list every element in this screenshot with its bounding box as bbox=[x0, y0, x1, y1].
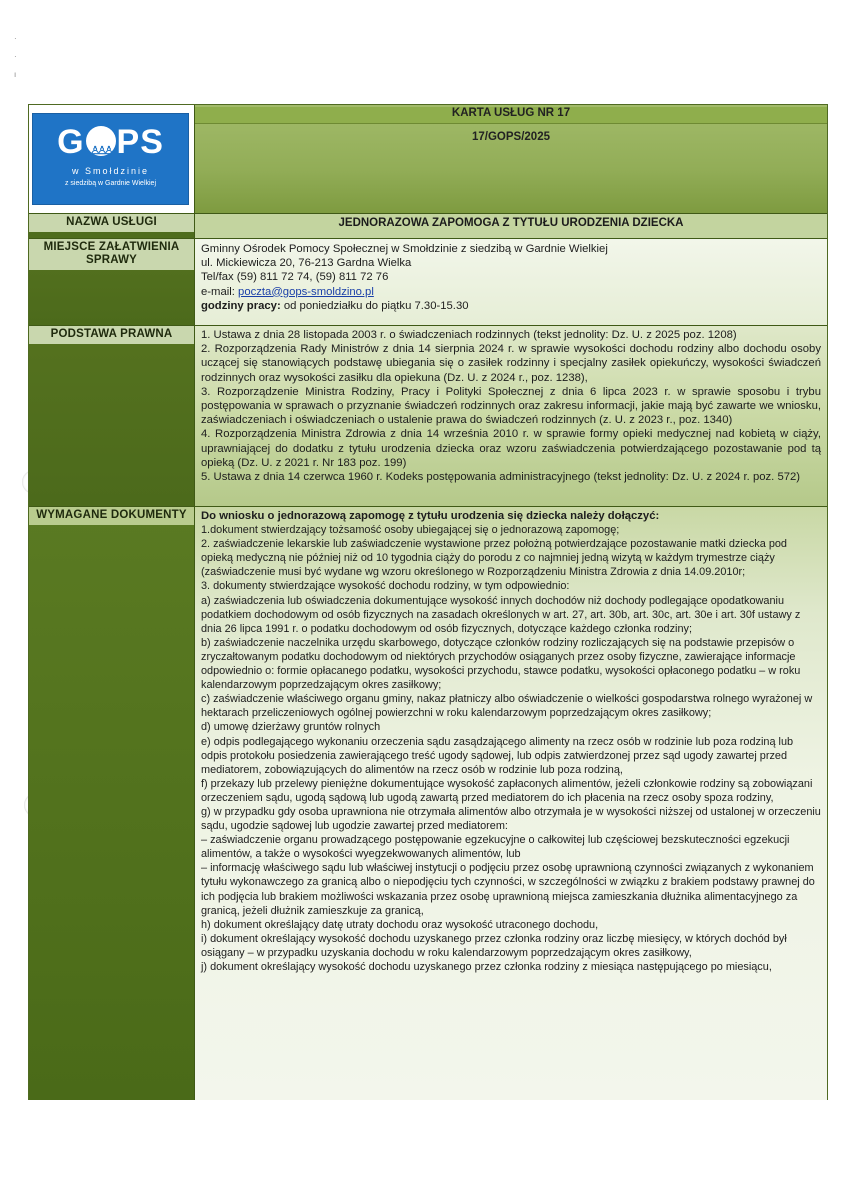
document-item: – zaświadczenie organu prowadzącego postępowanie egzekucyjne o całkowitej lub częściowej bezskuteczności egzekucji alimentów, a także o wysokości wyegzekwowanych alimentów, lub bbox=[201, 834, 790, 861]
document-item: b) zaświadczenie naczelnika urzędu skarbowego, dotyczące członków rodziny rozliczających się na podstawie przepisów o zryczałtowanym podatku dochodowym od niektórych przychodów osiąganych przez osoby fizyczne, zawierające informacje odpowiednio o: formie opłacanego podatku, wysokości przychodu, stawce podatku, wysokości opłaconego podatku – w roku kalendarzowym poprzedzającym okres zasiłkowy; bbox=[201, 636, 801, 692]
legal-basis-item: 1. Ustawa z dnia 28 listopada 2003 r. o świadczeniach rodzinnych (tekst jednolity: Dz. U. z 2025 poz. 1208) bbox=[201, 329, 737, 341]
service-name-label: NAZWA USŁUGI bbox=[29, 214, 194, 232]
legal-basis-item: 5. Ustawa z dnia 14 czerwca 1960 r. Kodeks postępowania administracyjnego (tekst jednolity: Dz. U. z 2024 r. poz. 572) bbox=[201, 471, 801, 484]
documents-label-cell bbox=[29, 507, 195, 1100]
office-hours bbox=[201, 299, 821, 313]
document-item: g) w przypadku gdy osoba uprawniona nie otrzymała alimentów albo otrzymała je w wysokości niższej od ustalonej w orzeczeniu sądu, ugodzie sądowej lub ugodzie zawartej przed mediatorem: bbox=[201, 805, 821, 833]
service-name-label-cell bbox=[29, 214, 195, 238]
document-item: j) dokument określający wysokość dochodu uzyskanego przez członka rodziny z miesiąca następującego po miesiącu, bbox=[201, 961, 772, 973]
document-item: 1.dokument stwierdzający tożsamość osoby ubiegającej się o jednorazową zapomogę; bbox=[201, 524, 620, 537]
location-label-cell bbox=[29, 239, 195, 325]
service-name-row bbox=[29, 213, 827, 238]
location-cell bbox=[195, 239, 827, 325]
document-item: i) dokument określający wysokość dochodu uzyskanego przez członka rodziny oraz liczbę miesięcy, w których dochód był osiągany – w przypadku uzyskania dochodu w roku kalendarzowym poprzedzającym okres zasiłkowy, bbox=[201, 932, 787, 959]
legal-basis-label-cell bbox=[29, 326, 195, 506]
logo-cell bbox=[29, 105, 195, 213]
office-email-line bbox=[201, 285, 821, 299]
legal-basis-item: 2. Rozporządzenia Rady Ministrów z dnia 14 sierpnia 2024 r. w sprawie wysokości dochodu rodziny albo dochodu osoby uczącej się stanowiących podstawę ubiegania się o zasiłek rodzinny i specjalny zasiłek opiekuńczy, wysokości świadczeń rodzinnych oraz wysokości zasiłku dla opiekuna (Dz. U. z 2024 r., poz. 1238), bbox=[201, 343, 821, 384]
hours-value: od poniedziałku do piątku 7.30-15.30 bbox=[280, 299, 469, 312]
document-item: 2. zaświadczenie lekarskie lub zaświadczenie wystawione przez położną potwierdzające pozostawanie matki dziecka pod opieką medyczną nie później niż od 10 tygodnia ciąży do porodu z co najmniej jedną wizytą w każdym trymestrze ciąży (zaświadczenie musi być wydane wg wzoru określonego w Rozporządzeniu Ministra Zdrowia z dnia 14.09.2010r; bbox=[201, 538, 787, 579]
document-item: a) zaświadczenia lub oświadczenia dokumentujące wysokość innych dochodów niż dochody podlegające opodatkowaniu podatkiem dochodowym od osób fizycznych na zasadach określonych w art. 27, art. 30b, art. 30c, art. 30e i art. 30f ustawy z dnia 26 lipca 1991 r. o podatku dochodowym od osób fizycznych, dotyczące każdego członka rodziny; bbox=[201, 594, 801, 635]
legal-basis-item: 4. Rozporządzenia Ministra Zdrowia z dnia 14 września 2010 r. w sprawie formy opieki medycznej nad kobietą w ciąży, uprawniającej do dodatku z tytułu urodzenia dziecka oraz wzoru zaświadczenia potwierdzającego pozostawanie pod tą opieką (Dz. U. z 2021 r. Nr 183 poz. 199) bbox=[201, 428, 821, 469]
office-phone: Tel/fax (59) 811 72 74, (59) 811 72 76 bbox=[201, 271, 389, 284]
location-row bbox=[29, 238, 827, 325]
document-item: e) odpis podlegającego wykonaniu orzeczenia sądu zasądzającego alimenty na rzecz osób w rodzinie lub poza rodziną lub odpis protokołu posiedzenia zawierającego treść ugody sądowej, lub odpis zatwierdzonej przez sąd ugody zawartej przed mediatorem, zobowiązujących do alimentów na rzecz osób w rodzinie lub poza rodziną, bbox=[201, 735, 794, 776]
office-address: ul. Mickiewicza 20, 76-213 Gardna Wielka bbox=[201, 257, 412, 270]
email-link[interactable]: poczta@gops-smoldzino.pl bbox=[238, 285, 374, 298]
documents-cell bbox=[195, 507, 827, 1100]
document-item: h) dokument określający datę utraty dochodu oraz wysokość utraconego dochodu, bbox=[201, 918, 599, 931]
documents-label: WYMAGANE DOKUMENTY bbox=[29, 507, 194, 525]
header-cell bbox=[195, 105, 827, 213]
card-header-row bbox=[29, 105, 827, 213]
office-name: Gminny Ośrodek Pomocy Społecznej w Smołdzinie z siedzibą w Gardnie Wielkiej bbox=[201, 243, 608, 255]
service-name-value: JEDNORAZOWA ZAPOMOGA Z TYTUŁU URODZENIA DZIECKA bbox=[338, 217, 684, 229]
document-item: – informację właściwego sądu lub właściwej instytucji o podjęciu przez osobę uprawnioną czynności związanych z wykonaniem tytułu wykonawczego za granicą albo o niepodjęciu tych czynności, w szczególności w związku z brakiem podstawy prawnej do ich podjęcia lub brakiem możliwości wskazania przez osobę uprawnioną miejsca zamieszkania dłużnika alimentacyjnego za granicą, jeżeli dłużnik zamieszkuje za granicą, bbox=[201, 862, 815, 917]
gops-logo bbox=[32, 113, 189, 205]
document-item: c) zaświadczenie właściwego organu gminy, nakaz płatniczy albo oświadczenie o wielkości gospodarstwa rolnego wyrażonej w hektarach przeliczeniowych ogólnej powierzchni w roku kalendarzowym poprzedzającym okres zasiłkowy; bbox=[201, 693, 813, 720]
legal-basis-row bbox=[29, 325, 827, 506]
card-title: KARTA USŁUG NR 17 bbox=[195, 107, 827, 124]
family-icon bbox=[86, 126, 116, 156]
service-card bbox=[28, 104, 828, 1100]
hours-label: godziny pracy: bbox=[201, 299, 281, 312]
card-code: 17/GOPS/2025 bbox=[472, 131, 550, 143]
legal-basis-item: 3. Rozporządzenie Ministra Rodziny, Pracy i Polityki Społecznej z dnia 6 lipca 2023 r. w sprawie sposobu i trybu postępowania w sprawach o przyznanie świadczeń rodzinnych oraz zakresu informacji, jakie mają być zawarte we wniosku, zaświadczeniach i oświadczeniach o ustalenie prawa do świadczeń rodzinnych (z. U. z 2023 r., poz. 1340) bbox=[201, 385, 821, 427]
documents-intro: Do wniosku o jednorazową zapomogę z tytułu urodzenia się dziecka należy dołączyć: bbox=[201, 510, 660, 522]
document-item: 3. dokumenty stwierdzające wysokość dochodu rodziny, w tym odpowiednio: bbox=[201, 580, 570, 593]
logo-wordmark: G♙♙♙ PS bbox=[33, 124, 188, 160]
document-item: f) przekazy lub przelewy pieniężne dokumentujące wysokość zapłaconych alimentów, jeżeli członkowie rodziny są zobowiązani orzeczeniem sądu, ugodą sądową lub ugodą zawartą przed mediatorem do ich płacenia na rzecz osoby spoza rodziny, bbox=[201, 777, 813, 804]
email-prefix: e-mail: bbox=[201, 285, 239, 298]
logo-subtitle: w Smołdzinie bbox=[71, 166, 150, 176]
legal-basis-cell bbox=[195, 326, 827, 506]
location-label: MIEJSCE ZAŁATWIENIA SPRAWY bbox=[29, 239, 194, 270]
service-name-cell bbox=[195, 214, 827, 238]
documents-row bbox=[29, 506, 827, 1100]
legal-basis-label: PODSTAWA PRAWNA bbox=[29, 326, 194, 344]
logo-subtitle-2: z siedzibą w Gardnie Wielkiej bbox=[64, 180, 157, 187]
document-item: d) umowę dzierżawy gruntów rolnych bbox=[201, 721, 381, 734]
scan-artifacts: · · ı bbox=[14, 34, 17, 79]
